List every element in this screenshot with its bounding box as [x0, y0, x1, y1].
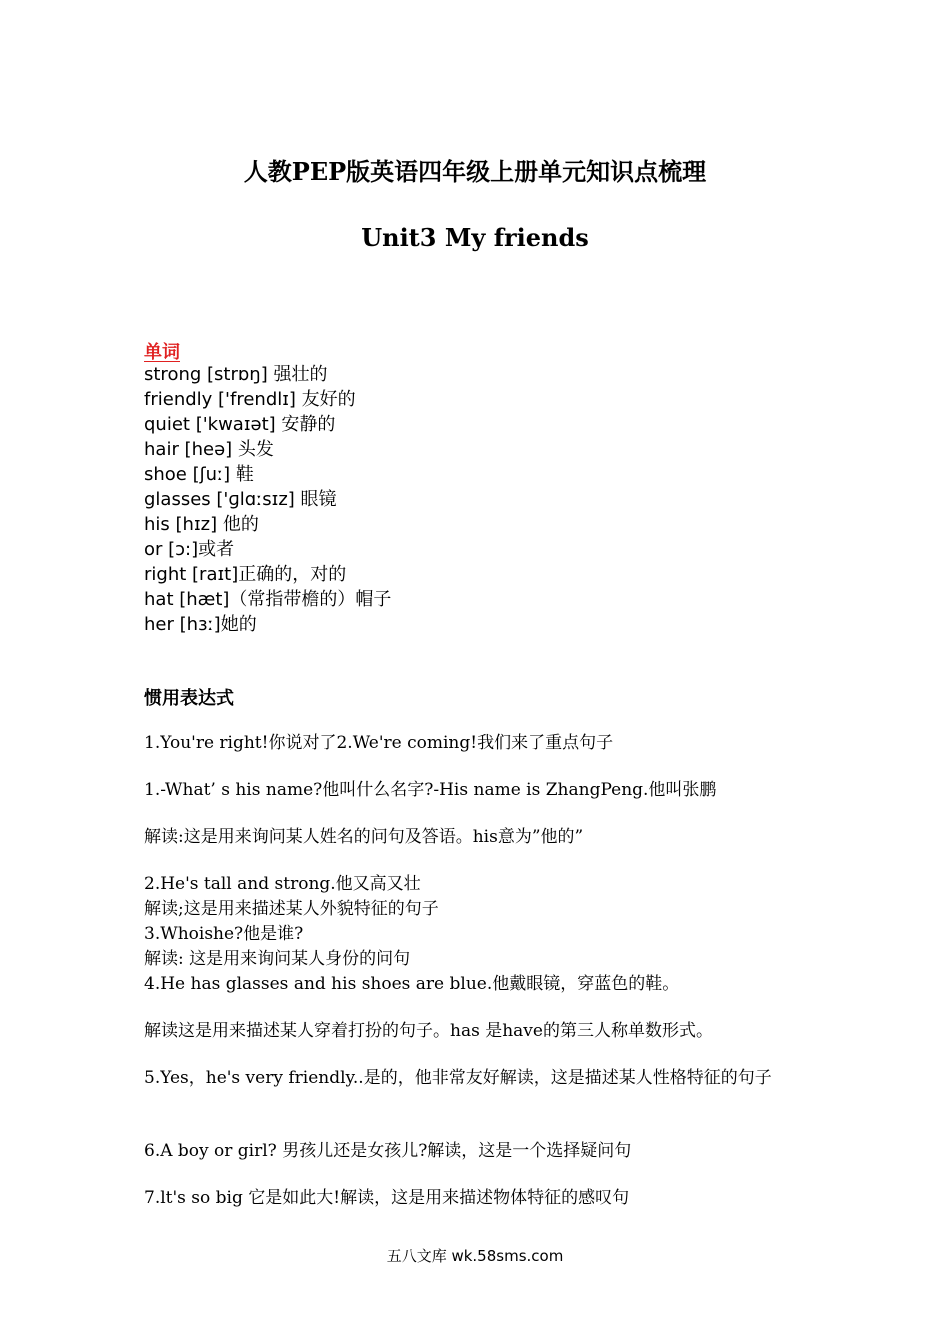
document-subtitle: Unit3 My friends — [361, 223, 589, 252]
vocabulary-item: strong [strɒŋ] 强壮的 — [144, 364, 328, 385]
key-sentence-line: 1.-What’ s his name?他叫什么名字?-His name is ZhangPeng.他叫张鹏 — [144, 780, 717, 800]
vocabulary-item: quiet ['kwaɪət] 安静的 — [144, 414, 336, 435]
key-sentence-line: 3.Whoishe?他是谁? — [144, 924, 304, 944]
key-sentence-line: 5.Yes，he's very friendly..是的，他非常友好解读，这是描述某人性格特征的句子 — [144, 1068, 772, 1088]
page-footer: 五八文库 wk.58sms.com — [386, 1247, 564, 1265]
explanation-line: 解读这是用来描述某人穿着打扮的句子。has 是have的第三人称单数形式。 — [144, 1021, 713, 1041]
key-sentence-line: 4.He has glasses and his shoes are blue.他戴眼镜，穿蓝色的鞋。 — [144, 974, 680, 994]
vocabulary-item: hat [hæt]（常指带檐的）帽子 — [144, 589, 392, 610]
explanation-line: 解读: 这是用来询问某人身份的问句 — [144, 949, 411, 969]
document-title: 人教PEP版英语四年级上册单元知识点梳理 — [243, 157, 707, 186]
vocabulary-heading: 单词 — [144, 342, 180, 363]
key-sentence-line: 7.lt's so big 它是如此大!解读，这是用来描述物体特征的感叹句 — [144, 1188, 630, 1208]
expressions-heading: 惯用表达式 — [144, 688, 234, 709]
explanation-line: 解读;这是用来描述某人外貌特征的句子 — [144, 899, 439, 919]
explanation-line: 解读:这是用来询问某人姓名的问句及答语。his意为”他的” — [144, 827, 584, 847]
vocabulary-item: shoe [ʃuː] 鞋 — [144, 464, 254, 485]
vocabulary-item: his [hɪz] 他的 — [144, 514, 259, 535]
vocabulary-item: right [raɪt]正确的，对的 — [144, 564, 347, 585]
key-sentence-line: 2.He's tall and strong.他又高又壮 — [144, 874, 421, 894]
vocabulary-item: hair [heə] 头发 — [144, 439, 274, 460]
vocabulary-item: or [ɔ:]或者 — [144, 539, 235, 560]
vocabulary-list — [144, 362, 391, 637]
key-sentence-line: 6.A boy or girl? 男孩儿还是女孩儿?解读，这是一个选择疑问句 — [144, 1141, 632, 1161]
vocabulary-item: friendly ['frendlɪ] 友好的 — [144, 389, 356, 410]
expression-line: 1.You're right!你说对了2.We're coming!我们来了重点句子 — [144, 733, 614, 753]
vocabulary-item: her [hɜː]她的 — [144, 614, 257, 635]
vocabulary-item: glasses ['ɡlɑːsɪz] 眼镜 — [144, 489, 337, 510]
